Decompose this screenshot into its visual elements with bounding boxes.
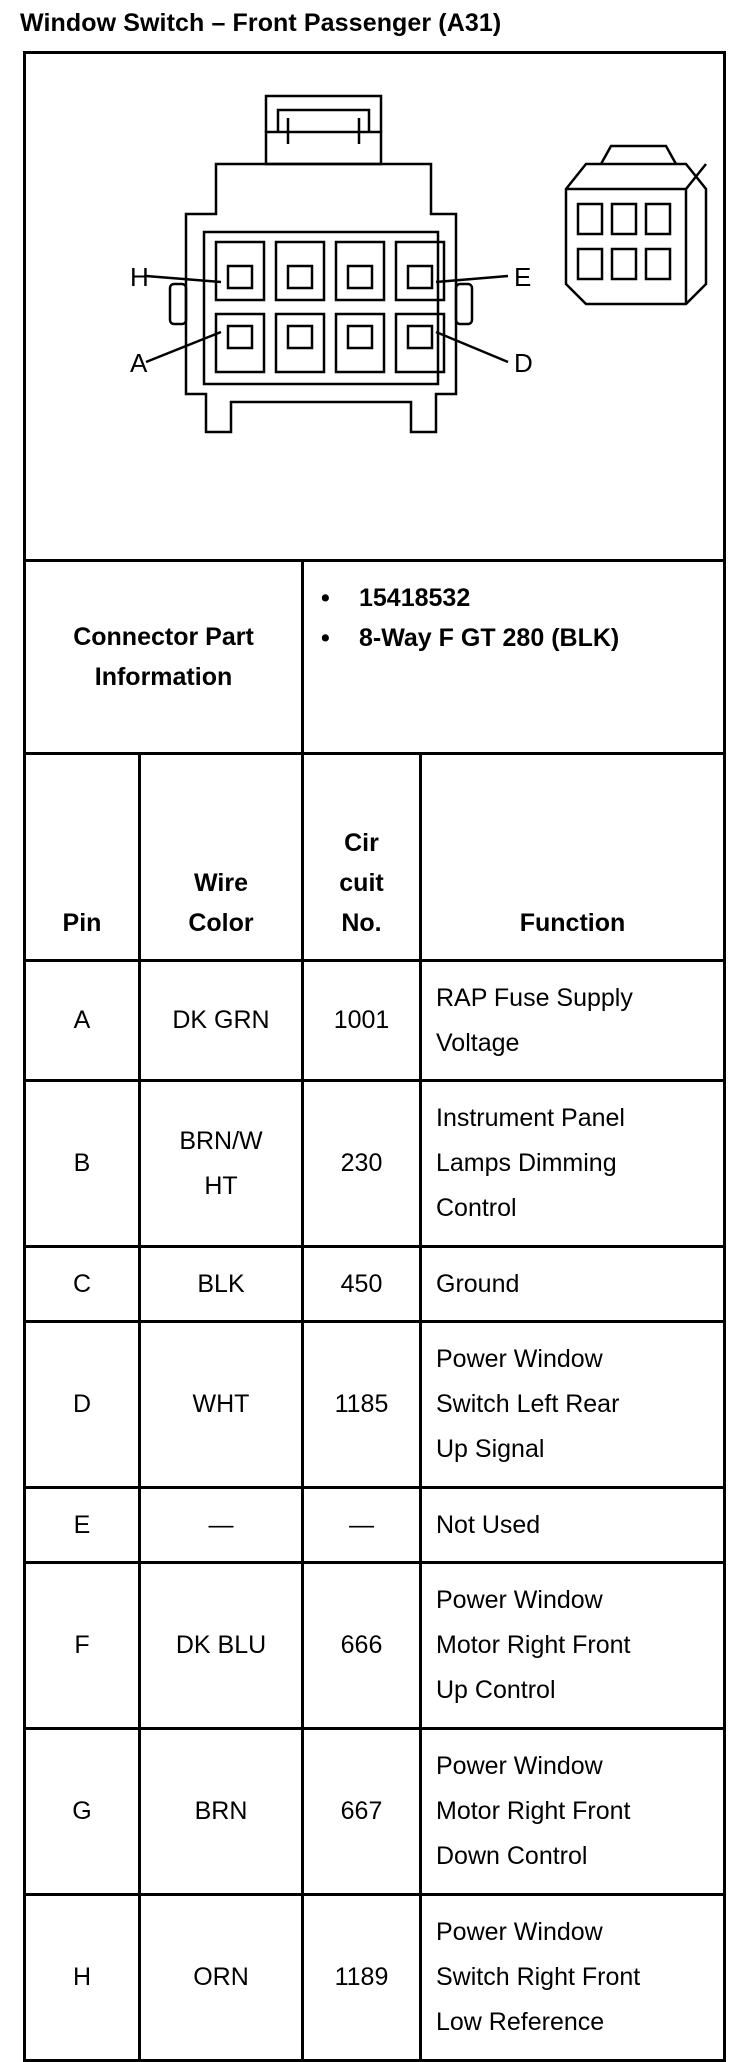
connector-diagram [26, 54, 726, 559]
pin-rows [25, 961, 725, 2061]
function-cell: Not Used [421, 1488, 725, 1563]
circuit-cell: 667 [303, 1729, 421, 1895]
header-circuit-no: Cir cuit No. [303, 754, 421, 961]
pin-label-h: H [130, 262, 149, 292]
connector-description: • 8-Way F GT 280 (BLK) [319, 618, 723, 658]
function-cell: Instrument Panel Lamps Dimming Control [421, 1081, 725, 1247]
connector-diagram-cell [25, 53, 725, 561]
connector-part-info-line2: Information [94, 663, 233, 691]
header-pin: Pin [25, 754, 140, 961]
wire-color-cell: BRN [140, 1729, 303, 1895]
function-cell: Power Window Motor Right Front Up Control [421, 1563, 725, 1729]
function-cell: Power Window Switch Left Rear Up Signal [421, 1322, 725, 1488]
circuit-cell: 450 [303, 1247, 421, 1322]
circuit-cell: 666 [303, 1563, 421, 1729]
pin-cell: B [25, 1081, 140, 1247]
table-row [25, 1895, 725, 2061]
connector-part-info-label [25, 561, 303, 754]
connector-part-info-values [303, 561, 725, 754]
table-row [25, 1247, 725, 1322]
table-row [25, 961, 725, 1081]
function-cell: Power Window Switch Right Front Low Reference [421, 1895, 725, 2061]
table-row [25, 1729, 725, 1895]
pin-cell: H [25, 1895, 140, 2061]
wire-color-cell: BRN/W HT [140, 1081, 303, 1247]
wire-color-cell: DK BLU [140, 1563, 303, 1729]
wire-color-cell: DK GRN [140, 961, 303, 1081]
circuit-cell: 1001 [303, 961, 421, 1081]
connector-part-info-line1: Connector Part [73, 623, 254, 651]
wire-color-cell: BLK [140, 1247, 303, 1322]
pin-label-d: D [514, 348, 533, 378]
pin-cell: G [25, 1729, 140, 1895]
wire-color-cell: ORN [140, 1895, 303, 2061]
circuit-cell: — [303, 1488, 421, 1563]
connector-table [23, 51, 726, 2062]
page-title: Window Switch – Front Passenger (A31) [20, 9, 502, 37]
pin-label-a: A [130, 348, 148, 378]
pin-label-e: E [514, 262, 532, 292]
circuit-cell: 230 [303, 1081, 421, 1247]
table-row [25, 1081, 725, 1247]
wire-color-cell: — [140, 1488, 303, 1563]
table-row [25, 1563, 725, 1729]
function-cell: Ground [421, 1247, 725, 1322]
circuit-cell: 1189 [303, 1895, 421, 2061]
pin-cell: C [25, 1247, 140, 1322]
function-cell: Power Window Motor Right Front Down Control [421, 1729, 725, 1895]
pin-cell: A [25, 961, 140, 1081]
pin-cell: D [25, 1322, 140, 1488]
wire-color-cell: WHT [140, 1322, 303, 1488]
pin-cell: E [25, 1488, 140, 1563]
table-row [25, 1488, 725, 1563]
function-cell: RAP Fuse Supply Voltage [421, 961, 725, 1081]
part-number: • 15418532 [319, 578, 723, 618]
header-function: Function [421, 754, 725, 961]
pin-cell: F [25, 1563, 140, 1729]
circuit-cell: 1185 [303, 1322, 421, 1488]
header-wire-color: Wire Color [140, 754, 303, 961]
table-row [25, 1322, 725, 1488]
